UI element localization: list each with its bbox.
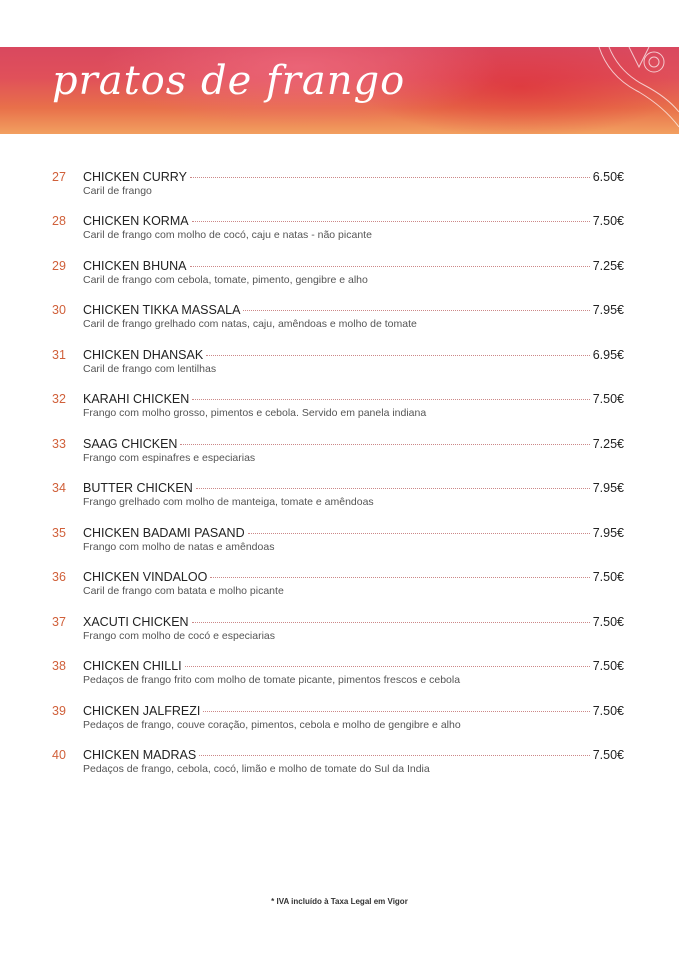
item-description: Pedaços de frango, cebola, cocó, limão e molho de tomate do Sul da India (83, 762, 430, 775)
item-description: Pedaços de frango frito com molho de tomate picante, pimentos frescos e cebola (83, 674, 461, 687)
item-price: 7.95€ (592, 303, 624, 318)
menu-item (52, 170, 624, 210)
item-name: CHICKEN VINDALOO (83, 570, 208, 585)
item-description: Caril de frango grelhado com natas, caju, amêndoas e molho de tomate (83, 318, 417, 331)
menu-item (52, 348, 624, 388)
item-number: 40 (52, 747, 66, 762)
dot-leader (192, 399, 589, 400)
item-description: Pedaços de frango, couve coração, pimentos, cebola e molho de gengibre e alho (83, 718, 461, 731)
menu-item (52, 437, 624, 477)
item-description: Frango com espinafres e especiarias (83, 451, 256, 464)
dot-leader (180, 444, 589, 445)
dot-leader (190, 266, 590, 267)
dot-leader (185, 666, 590, 667)
item-number: 28 (52, 214, 66, 229)
menu-item (52, 259, 624, 299)
page-title: pratos de frango (52, 58, 406, 104)
item-description: Frango com molho de cocó e especiarias (83, 629, 276, 642)
item-price: 6.50€ (592, 170, 624, 184)
item-price: 6.95€ (592, 347, 624, 362)
item-number: 27 (52, 170, 66, 184)
item-description: Frango grelhado com molho de manteiga, tomate e amêndoas (83, 496, 374, 509)
item-number: 30 (52, 303, 66, 318)
item-description: Frango com molho de natas e amêndoas (83, 540, 275, 553)
mandala-ornament-icon (589, 47, 679, 134)
item-number: 32 (52, 392, 66, 407)
item-number: 33 (52, 436, 66, 451)
item-number: 38 (52, 659, 66, 674)
item-name: CHICKEN DHANSAK (83, 347, 204, 362)
item-price: 7.25€ (592, 436, 624, 451)
item-price: 7.50€ (592, 214, 624, 229)
item-number: 39 (52, 703, 66, 718)
item-number: 34 (52, 481, 66, 496)
item-price: 7.50€ (592, 747, 624, 762)
item-number: 37 (52, 614, 66, 629)
item-name: CHICKEN CURRY (83, 170, 187, 184)
item-number: 31 (52, 347, 66, 362)
dot-leader (196, 488, 590, 489)
menu-item (52, 615, 624, 655)
menu-item (52, 570, 624, 610)
item-number: 36 (52, 570, 66, 585)
dot-leader (190, 177, 590, 178)
dot-leader (192, 622, 590, 623)
item-description: Caril de frango com batata e molho picante (83, 585, 284, 598)
menu-item (52, 659, 624, 699)
item-name: XACUTI CHICKEN (83, 614, 189, 629)
item-name: CHICKEN JALFREZI (83, 703, 201, 718)
item-number: 35 (52, 525, 66, 540)
item-name: CHICKEN BHUNA (83, 258, 187, 273)
menu-item (52, 704, 624, 744)
item-name: CHICKEN TIKKA MASSALA (83, 303, 241, 318)
item-price: 7.25€ (592, 258, 624, 273)
item-name: CHICKEN CHILLI (83, 659, 182, 674)
dot-leader (203, 711, 589, 712)
item-name: CHICKEN KORMA (83, 214, 189, 229)
item-description: Caril de frango com molho de cocó, caju e natas - não picante (83, 229, 372, 242)
item-name: BUTTER CHICKEN (83, 481, 193, 496)
dot-leader (210, 577, 589, 578)
item-description: Caril de frango com lentilhas (83, 362, 217, 375)
item-name: SAAG CHICKEN (83, 436, 178, 451)
menu-item (52, 526, 624, 566)
item-price: 7.95€ (592, 481, 624, 496)
item-name: CHICKEN MADRAS (83, 747, 197, 762)
dot-leader (206, 355, 590, 356)
item-price: 7.50€ (592, 659, 624, 674)
item-price: 7.50€ (592, 614, 624, 629)
item-price: 7.50€ (592, 392, 624, 407)
item-description: Caril de frango com cebola, tomate, pimento, gengibre e alho (83, 273, 368, 286)
dot-leader (248, 533, 590, 534)
item-number: 29 (52, 258, 66, 273)
header-banner (0, 47, 679, 134)
item-price: 7.50€ (592, 570, 624, 585)
item-description: Caril de frango (83, 185, 152, 197)
dot-leader (243, 310, 589, 311)
menu-item (52, 392, 624, 432)
item-name: KARAHI CHICKEN (83, 392, 190, 407)
dot-leader (192, 221, 590, 222)
dot-leader (199, 755, 590, 756)
item-description: Frango com molho grosso, pimentos e cebola. Servido em panela indiana (83, 407, 427, 420)
menu-item (52, 214, 624, 254)
menu-item (52, 481, 624, 521)
tax-note: * IVA incluído à Taxa Legal em Vigor (271, 897, 408, 906)
item-name: CHICKEN BADAMI PASAND (83, 525, 245, 540)
item-price: 7.95€ (592, 525, 624, 540)
item-price: 7.50€ (592, 703, 624, 718)
menu-item (52, 303, 624, 343)
menu-item (52, 748, 624, 788)
